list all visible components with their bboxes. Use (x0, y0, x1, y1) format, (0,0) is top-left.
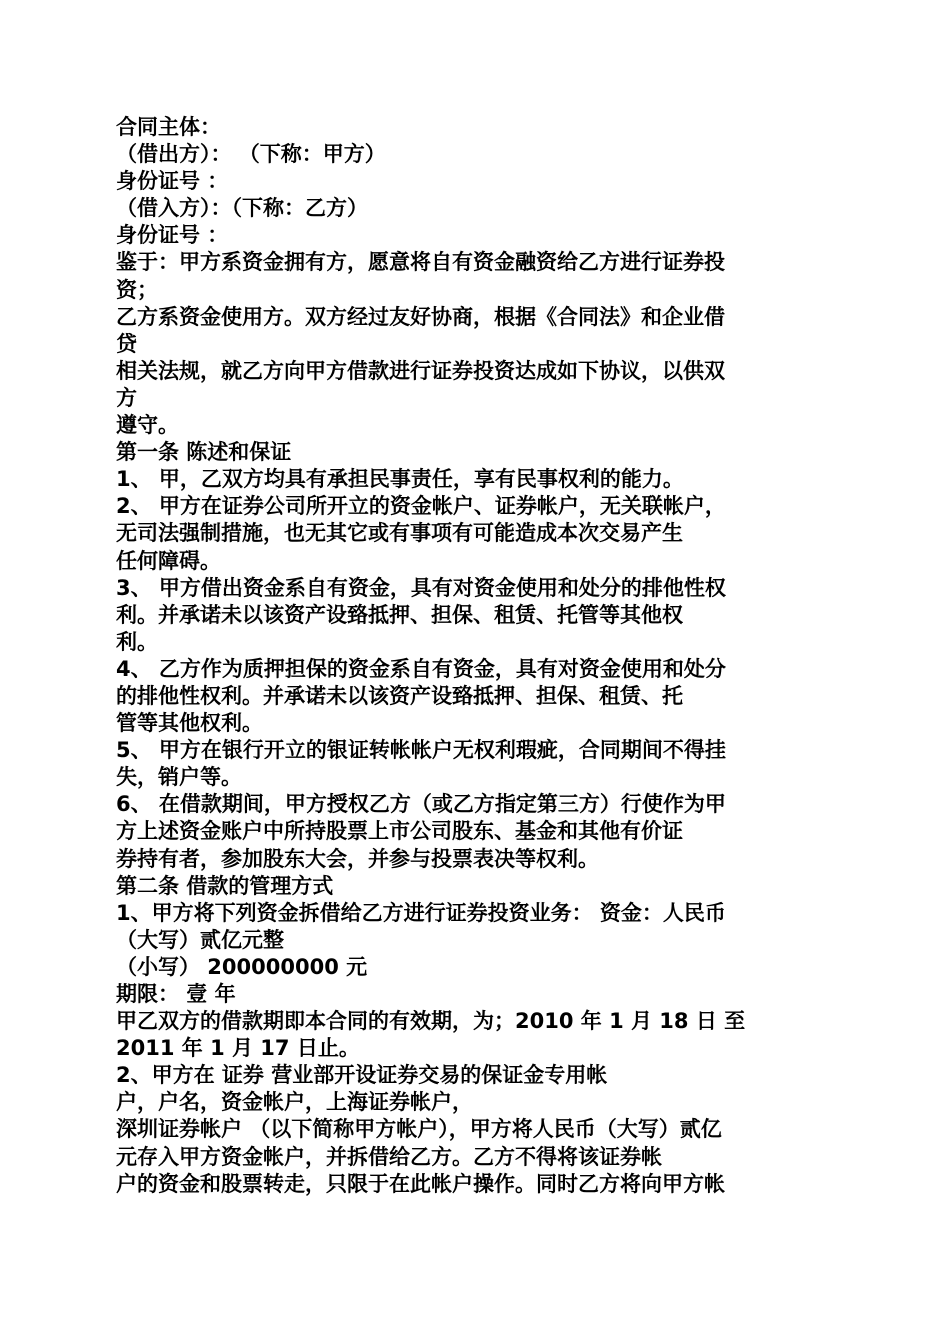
text-line: 资； (116, 277, 158, 302)
text-line: 利。并承诺未以该资产设臵抵押、担保、租赁、托管等其他权 (116, 602, 683, 627)
text-line: 鉴于：甲方系资金拥有方，愿意将自有资金融资给乙方进行证券投 (116, 250, 725, 275)
text-line: 遵守。 (116, 413, 179, 438)
text-line: 2011 年 1 月 17 日止。 (116, 1036, 360, 1061)
text-line: （借出方）： （下称：甲方） (116, 142, 386, 167)
text-line: 2、甲方在 证券 营业部开设证券交易的保证金专用帐 (116, 1063, 608, 1088)
text-line: （小写） 200000000 元 (116, 954, 368, 979)
text-line: 券持有者，参加股东大会，并参与投票表决等权利。 (116, 846, 599, 871)
text-line: 1、 甲，乙双方均具有承担民事责任，享有民事权利的能力。 (116, 467, 684, 492)
text-line: 期限： 壹 年 (116, 982, 236, 1006)
contract-text (116, 114, 836, 1198)
text-line: 利。 (116, 629, 158, 654)
text-line: 相关法规，就乙方向甲方借款进行证券投资达成如下协议，以供双 (116, 358, 725, 383)
text-line: 1、甲方将下列资金拆借给乙方进行证券投资业务： 资金：人民币 (116, 900, 726, 925)
text-line: 方 (116, 385, 137, 410)
text-line: 无司法强制措施，也无其它或有事项有可能造成本次交易产生 (116, 521, 683, 546)
text-line: 乙方系资金使用方。双方经过友好协商，根据《合同法》和企业借 (116, 304, 725, 329)
text-line: 合同主体： (116, 115, 221, 139)
text-line: 任何障碍。 (116, 548, 221, 573)
text-line: 方上述资金账户中所持股票上市公司股东、基金和其他有价证 (116, 819, 683, 844)
text-line: 6、 在借款期间，甲方授权乙方（或乙方指定第三方）行使作为甲 (116, 792, 726, 817)
text-line: 身份证号 ： (116, 223, 229, 248)
text-line: 2、 甲方在证券公司所开立的资金帐户、证券帐户，无关联帐户， (116, 494, 726, 519)
text-line: 第一条 陈述和保证 (116, 440, 292, 465)
text-line: 户，户名，资金帐户，上海证券帐户， (116, 1090, 473, 1115)
text-line: （借入方）：（下称：乙方） (116, 196, 368, 221)
text-line: 第二条 借款的管理方式 (116, 873, 334, 898)
text-line: 户的资金和股票转走，只限于在此帐户操作。同时乙方将向甲方帐 (116, 1171, 725, 1196)
text-line: 元存入甲方资金帐户，并拆借给乙方。乙方不得将该证券帐 (116, 1144, 662, 1169)
text-line: 的排他性权利。并承诺未以该资产设臵抵押、担保、租赁、托 (116, 683, 683, 708)
text-line: （大写）贰亿元整 (116, 927, 284, 952)
text-line: 管等其他权利。 (116, 711, 263, 736)
text-line: 贷 (116, 331, 137, 356)
text-line: 4、 乙方作为质押担保的资金系自有资金，具有对资金使用和处分 (116, 656, 726, 681)
text-line: 甲乙双方的借款期即本合同的有效期，为；2010 年 1 月 18 日 至 (116, 1009, 746, 1034)
text-line: 3、 甲方借出资金系自有资金，具有对资金使用和处分的排他性权 (116, 575, 726, 600)
text-line: 深圳证券帐户 （以下简称甲方帐户），甲方将人民币（大写）贰亿 (116, 1117, 722, 1142)
text-line: 身份证号 ： (116, 169, 229, 194)
text-line: 5、 甲方在银行开立的银证转帐帐户无权利瑕疵，合同期间不得挂 (116, 738, 726, 763)
text-line: 失，销户等。 (116, 765, 242, 790)
